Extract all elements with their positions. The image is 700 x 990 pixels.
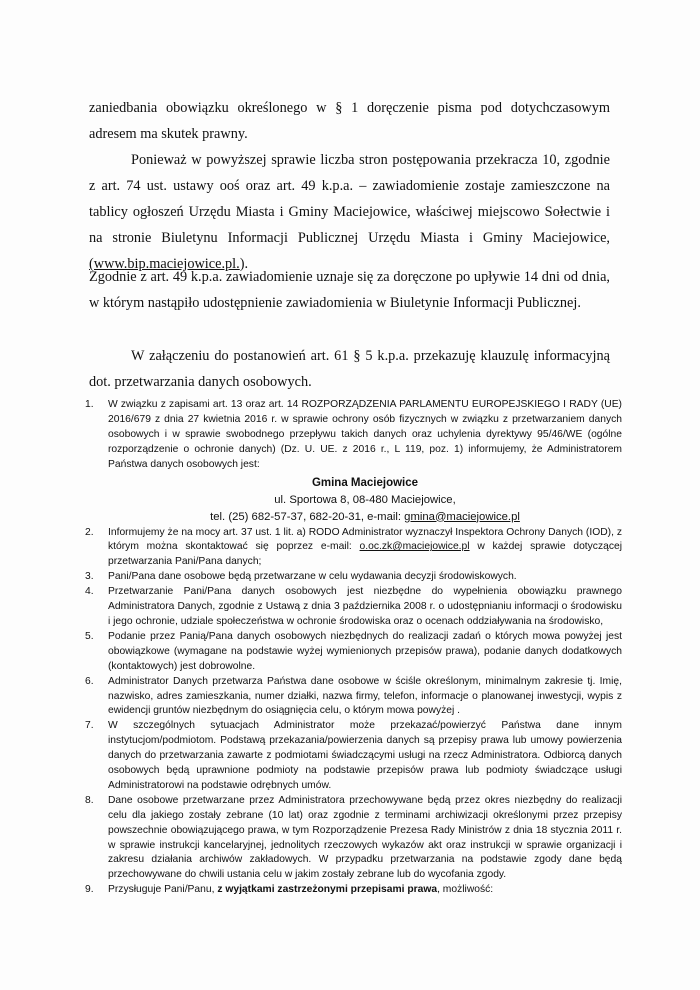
paragraph-text: zaniedbania obowiązku określonego w § 1 doręczenie pisma pod dotychczasowym adresem ma skutek prawny.	[89, 100, 610, 142]
paragraph-publication	[89, 147, 610, 277]
item-number: 2.	[85, 526, 94, 538]
gdpr-item-8	[85, 794, 622, 883]
iod-email-link[interactable]: o.oc.zk@maciejowice.pl	[359, 541, 470, 553]
gdpr-item-5	[85, 630, 622, 675]
bip-link[interactable]: (www.bip.maciejowice.pl.	[89, 256, 240, 272]
item-text: Administrator Danych przetwarza Państwa dane osobowe w ściśle określonym, minimalnym zakresie tj. Imię, nazwisko, adres zamieszkania, numer działki, nazwa firmy, telefon, informacje o planowanej inwestycji, wypis z ewidencji gruntów niezbędnym do osiągnięcia celu, o którym mowa powyżej .	[108, 675, 622, 717]
gdpr-clause-list	[85, 398, 622, 898]
administrator-name: Gmina Maciejowice	[311, 476, 419, 489]
paragraph-delivery-note	[89, 95, 610, 147]
item-text-bold: z wyjątkami zastrzeżonymi przepisami prawa	[217, 884, 438, 896]
gdpr-item-6	[85, 675, 622, 720]
item-number: 9.	[85, 884, 94, 896]
item-text: W związku z zapisami art. 13 oraz art. 14 ROZPORZĄDZENIA PARLAMENTU EUROPEJSKIEGO I RADY (UE) 2016/679 z dnia 27 kwietnia 2016 r. w sprawie ochrony osób fizycznych w związku z przetwarzaniem danych osobowych i w sprawie swobodnego przepływu takich danych oraz uchylenia dyrektywy 95/46/WE (ogólne rozporządzenie o ochronie danych) (Dz. U. UE. z 2016 r., L 119, poz. 1) informujemy, że Administratorem Państwa danych osobowych jest:	[108, 399, 622, 470]
item-text: W szczególnych sytuacjach Administrator może przekazać/powierzyć Państwa dane innym instytucjom/podmiotom. Podstawą przekazania/powierzenia danych są przepisy prawa lub umowy powierzenia danych do przetwarzania zawarte z podmiotami świadczącymi usługi na rzecz Administratora. Odbiorcą danych osobowych będą uprawnione podmioty na podstawie przepisów prawa lub podmioty świadczące usługi Administratorowi na podstawie odrębnych umów.	[108, 720, 622, 791]
gdpr-item-1	[85, 398, 622, 526]
item-number: 5.	[85, 630, 94, 642]
paragraph-delivery-date	[89, 264, 610, 316]
gdpr-item-4	[85, 585, 622, 630]
administrator-email-link[interactable]: gmina@maciejowice.pl	[404, 510, 520, 523]
item-number: 1.	[85, 399, 94, 410]
administrator-address: ul. Sportowa 8, 08-480 Maciejowice,	[274, 493, 456, 506]
administrator-contact	[108, 509, 622, 526]
gdpr-item-9	[85, 883, 622, 898]
item-text: w każdej sprawie dotyczącej przetwarzania Pani/Pana danych;	[108, 541, 622, 568]
paragraph-text: ).	[239, 256, 249, 272]
gdpr-item-7	[85, 719, 622, 794]
item-text: Podanie przez Panią/Pana danych osobowych niezbędnych do realizacji zadań o których mowa powyżej jest obowiązkowe (wymagane na podstawie wyżej wymienionych przepisów prawa), podanie danych dodatkowych (kontaktowych) jest dobrowolne.	[108, 630, 622, 672]
item-text: Przetwarzanie Pani/Pana danych osobowych jest niezbędne do wypełnienia obowiązku prawnego Administratora Danych, zgodnie z Ustawą z dnia 3 października 2008 r. o udostępnianiu informacji o środowisku i jego ochronie, udziale społeczeństwa w ochronie środowiska oraz o ocenach oddziaływania na środowisko,	[108, 586, 622, 627]
item-number: 3.	[85, 571, 94, 583]
paragraph-attachment	[89, 343, 610, 395]
item-text: Przysługuje Pani/Panu,	[108, 884, 218, 896]
paragraph-text: Ponieważ w powyższej sprawie liczba stron postępowania przekracza 10, zgodnie z art. 74 ust. ustawy ooś oraz art. 49 k.p.a. – zawiadomienie zostaje zamieszczone na tablicy ogłoszeń Urzędu Miasta i Gminy Maciejowice, właściwej miejscowo Sołectwie i na stronie Biuletynu Informacji Publicznej Urzędu Miasta i Gminy Maciejowice,	[89, 152, 610, 246]
gdpr-item-2	[85, 526, 622, 571]
paragraph-text: W załączeniu do postanowień art. 61 § 5 k.p.a. przekazuję klauzulę informacyjną dot. przetwarzania danych osobowych.	[89, 348, 610, 390]
item-text: Pani/Pana dane osobowe będą przetwarzane w celu wydawania decyzji środowiskowych.	[108, 571, 517, 583]
contact-text: tel. (25) 682-57-37, 682-20-31, e-mail:	[210, 510, 405, 523]
item-text: Dane osobowe przetwarzane przez Administratora przechowywane będą przez okres niezbędny do realizacji celu dla jakiego zostały zebrane (10 lat) oraz zgodnie z terminami archiwizacji określonymi przez przepisy powszechnie obowiązującego prawa, w tym Rozporządzenie Prezesa Rady Ministrów z dnia 18 stycznia 2011 r. w sprawie instrukcji kancelaryjnej, jednolitych rzeczowych wykazów akt oraz instrukcji w sprawie organizacji i zakresu działania archiwów zakładowych. W przypadku przetwarzania na podstawie zgody dane będą przechowywane do chwili ustania celu w jakim zostały zebrane lub do wycofania zgody.	[108, 794, 622, 881]
item-text: Informujemy że na mocy art. 37 ust. 1 lit. a) RODO Administrator wyznaczył Inspektora Ochrony Danych (IOD), z którym można skontaktować się poprzez e-mail:	[108, 526, 622, 553]
item-number: 7.	[85, 720, 94, 732]
paragraph-text: Zgodnie z art. 49 k.p.a. zawiadomienie uznaje się za doręczone po upływie 14 dni od dnia, w którym nastąpiło udostępnienie zawiadomienia w Biuletynie Informacji Publicznej.	[89, 269, 610, 311]
item-text: , możliwość:	[437, 884, 494, 896]
item-number: 6.	[85, 675, 94, 687]
gdpr-item-3	[85, 570, 622, 585]
item-number: 4.	[85, 586, 94, 598]
item-number: 8.	[85, 794, 94, 806]
